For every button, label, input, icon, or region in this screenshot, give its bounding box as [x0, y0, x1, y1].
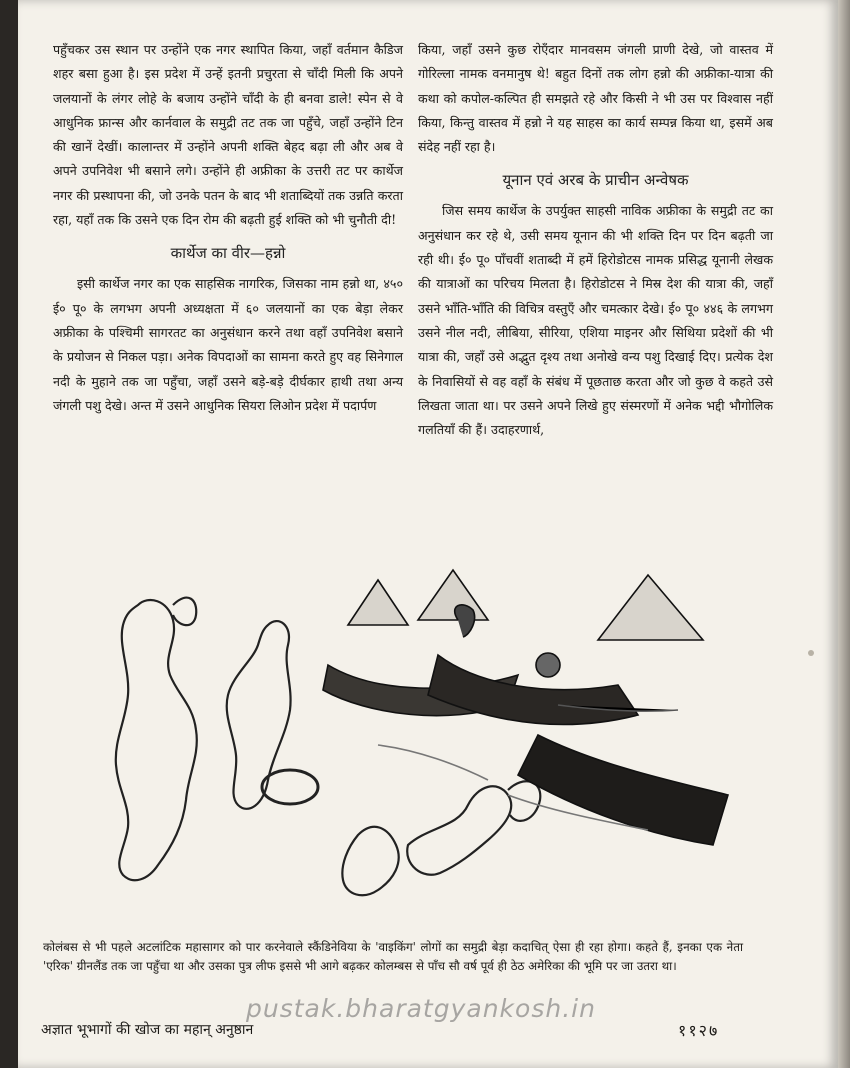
left-column: [53, 38, 403, 418]
running-footer-title: अज्ञात भूभागों की खोज का महान् अनुष्ठान: [41, 1022, 254, 1038]
right-paragraph-1: किया, जहाँ उसने कुछ रोएँदार मानवसम जंगली प्राणी देखे, जो वास्तव में गोरिल्ला नामक वनमानुष थे! बहुत दिनों तक लोग हन्नो की अफ्रीका-यात्रा की कथा को कपोल-कल्पित ही समझते रहे और किसी ने भी उस पर विश्वास नहीं किया, किन्तु वास्तव में हन्नो ने यह साहस का कार्य सम्पन्न किया था, इसमें अब संदेह नहीं रहा है।: [418, 42, 773, 155]
paper-speck: [808, 650, 814, 656]
left-paragraph-1: पहुँचकर उस स्थान पर उन्होंने एक नगर स्थापित किया, जहाँ वर्तमान कैडिज शहर बसा हुआ है। इस प्रदेश में उन्हें इतनी प्रचुरता से चाँदी मिली कि अपने जलयानों के लंगर लोहे के बजाय उन्होंने चाँदी के ही बनवा डाले! स्पेन से वे आधुनिक फ्रान्स और कार्नवाल के समुद्री तट तक जा पहुँचे, जहाँ उन्होंने टिन की खानें देखीं। कालान्तर में उन्होंने अपनी शक्ति बेहद बढ़ा ली और अब वे अपने उपनिवेश भी बसाने लगे। उन्होंने ही अफ्रीका के उत्तरी तट पर कार्थेज नगर की प्रस्थापना की, जो उनके पतन के बाद भी शताब्दियों तक उन्नति करता रहा, यहाँ तक कि उसने एक दिन रोम की बढ़ती हुई शक्ति को भी चुनौती दी!: [53, 42, 403, 228]
left-section-heading: कार्थेज का वीर—हन्नो: [170, 244, 286, 263]
figure-caption: कोलंबस से भी पहले अटलांटिक महासागर को पार करनेवाले स्कैंडिनेविया के 'वाइकिंग' लोगों का समुद्री बेड़ा कदाचित् ऐसा ही रहा होगा। कहते हैं, इनका एक नेता 'एरिक' ग्रीनलैंड तक जा पहुँचा था और उसका पुत्र लीफ इससे भी आगे बढ़कर कोलम्बस से पाँच सौ वर्ष पूर्व ही ठेठ अमेरिका की भूमि पर जा उतरा था।: [43, 940, 743, 973]
page-edge: [838, 0, 850, 1068]
book-page: [18, 0, 838, 1068]
right-section-heading: यूनान एवं अरब के प्राचीन अन्वेषक: [502, 171, 689, 190]
watermark: pustak.bharatgyankosh.in: [246, 994, 596, 1023]
right-column: [418, 38, 773, 442]
left-paragraph-2: इसी कार्थेज नगर का एक साहसिक नागरिक, जिसका नाम हन्नो था, ४५० ई० पू० के लगभग अपनी अध्यक्षता में ६० जलयानों का एक बेड़ा लेकर अफ्रीका के पश्चिमी सागरतट का अनुसंधान करने तथा वहाँ उपनिवेश बसाने के प्रयोजन से निकल पड़ा। अनेक विपदाओं का सामना करते हुए वह सिनेगाल नदी के मुहाने तक जा पहुँचा, जहाँ उसने बड़े-बड़े दीर्घकार हाथी तथा अन्य जंगली पशु देखे। अन्त में उसने आधुनिक सियरा लिओन प्रदेश में पदार्पण: [53, 276, 403, 413]
right-paragraph-2: जिस समय कार्थेज के उपर्युक्त साहसी नाविक अफ्रीका के समुद्री तट का अनुसंधान कर रहे थे, उसी समय यूनान की भी शक्ति दिन पर दिन बढ़ती जा रही थी। ई० पू० पाँचवीं शताब्दी में हमें हिरोडोटस नामक प्रसिद्ध यूनानी लेखक की यात्राओं का परिचय मिलता है। हिरोडोटस ने मिस्र देश की यात्रा की, जहाँ उसने भाँति-भाँति की विचित्र वस्तुएँ और चमत्कार देखे। ई० पू० ४४६ के लगभग उसने नील नदी, लीबिया, सीरिया, एशिया माइनर और सिथिया प्रदेशों की भी यात्रा की, जहाँ उसे अद्भुत दृश्य तथा अनोखे वन्य पशु दिखाई दिए। प्रत्येक देश के निवासियों से वह वहाँ के संबंध में पूछताछ करता और जो कुछ वे कहते उसे लिखता जाता था। पर उसने अपने लिखे हुए संस्मरणों में अनेक भद्दी भौगोलिक गलतियाँ की हैं। उदाहरणार्थ,: [418, 203, 773, 438]
viking-ships-and-map-icon: [78, 565, 768, 935]
page-number: ११२७: [678, 1021, 720, 1040]
